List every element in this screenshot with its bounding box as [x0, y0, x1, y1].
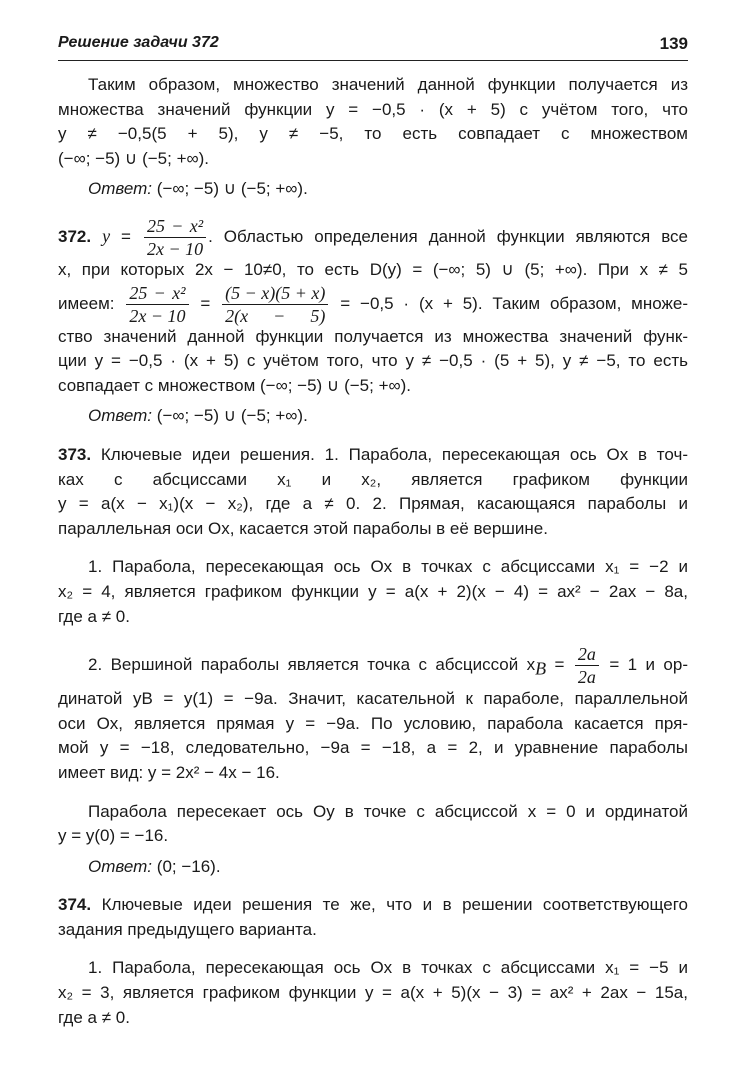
page-number: 139: [659, 34, 688, 53]
task-number: 372.: [58, 226, 92, 246]
text-line: x₂ = 3, является графиком функции y = a(x + 5)(x − 3) = ax² + 2ax − 15a,: [58, 983, 688, 1003]
text-line: задания предыдущего варианта.: [58, 919, 317, 939]
task-373: 373. Ключевые идеи решения. 1. Парабола, пересекающая ось Ox в точ- ках с абсциссами x₁ и x₂, является графиком функции y = a(x − x₁)(x − x₂), где a ≠ 0. 2. Прямая, касающаяся параболы и параллельная оси Ox, касается этой параболы в её вершине.: [58, 443, 688, 541]
text-line: (−∞; −5) ∪ (−5; +∞).: [58, 148, 210, 168]
page-body: [58, 73, 688, 1044]
text-line: имеет вид: y = 2x² − 4x − 16.: [58, 762, 280, 782]
text-line: x₂ = 4, является графиком функции y = a(x + 2)(x − 4) = ax² − 2ax − 8a,: [58, 581, 688, 601]
text-line: x, при которых 2x − 10≠0, то есть D(y) = (−∞; 5) ∪ (5; +∞). При x ≠ 5: [58, 259, 688, 279]
fraction: $\frac{2a}{2a}$: [575, 645, 599, 686]
text-line: где a ≠ 0.: [58, 1007, 130, 1027]
answer-value: (0; −16).: [156, 856, 221, 876]
header-rule: [58, 60, 688, 61]
text-line: . Областью определения данной функции являются все: [208, 226, 689, 246]
answer-value: (−∞; −5) ∪ (−5; +∞).: [156, 406, 308, 426]
text-line: y ≠ −0,5(5 + 5), y ≠ −5, то есть совпадает с множеством: [58, 124, 688, 144]
text-line: ции y = −0,5 · (x + 5) с учётом того, что y ≠ −0,5 · (5 + 5), y ≠ −5, то есть: [58, 351, 688, 371]
fraction: $\frac{(5 - x)(5 + x)}{2(x - 5)}$: [222, 284, 328, 325]
text-line: 1. Парабола, пересекающая ось Ox в точках с абсциссами x₁ = −5 и: [88, 958, 688, 978]
answer-value: (−∞; −5) ∪ (−5; +∞).: [156, 179, 308, 199]
task-374: 374. Ключевые идеи решения те же, что и в решении соответствующего задания предыдущего варианта.: [58, 893, 688, 942]
task-number: 374.: [58, 895, 92, 915]
text-line: совпадает с множеством (−∞; −5) ∪ (−5; +∞).: [58, 375, 411, 395]
answer-3: [58, 855, 688, 880]
running-title: Решение задачи 372: [58, 34, 219, 51]
answer-1: [58, 177, 688, 202]
text-line: ках с абсциссами x₁ и x₂, является графиком функции: [58, 469, 688, 489]
text-line: Таким образом, множество значений данной функции получается из: [88, 75, 688, 94]
step-1-374: [58, 956, 688, 1030]
answer-label: Ответ:: [88, 179, 153, 199]
task-372: 372. y = $\frac{\text{25 − x²}}{2x - 10}$ . Областью определения данной функции являются все x, при которых 2x − 10≠0, то есть D(y) = (−∞; 5) ∪ (5; +∞). При x ≠ 5 имеем: $\frac{\text{25 − x²}}{2x - 10}$ = $\frac{(5 - x)(5 + x)}{2(x - 5)}$ = −0,5 · (x + 5). Таким образом, множе- ство значений данной функции получается из множества значений функ- ции y = −0,5 · (x + 5) с учётом того, что y ≠ −0,5 · (5 + 5), y ≠ −5, то есть совпадает с множеством (−∞; −5) ∪ (−5; +∞).: [58, 216, 688, 398]
answer-2: [58, 404, 688, 429]
text-line: множества значений функции y = −0,5 · (x + 5) с учётом того, что: [58, 99, 688, 119]
step-1-373: [58, 555, 688, 629]
task-number: 373.: [58, 444, 92, 464]
fraction: $\frac{\text{25 − x²}}{2x - 10}$: [144, 217, 206, 258]
text-line: динатой yB = y(1) = −9a. Значит, касательной к параболе, параллельной: [58, 689, 688, 709]
text-line: параллельная оси Ox, касается этой параболы в её вершине.: [58, 518, 548, 538]
paragraph-conclusion: [58, 73, 688, 171]
text-line: оси Ox, является прямая y = −9a. По условию, парабола касается пря-: [58, 713, 688, 733]
text-line: y = a(x − x₁)(x − x₂), где a ≠ 0. 2. Прямая, касающаяся параболы и: [58, 494, 688, 514]
text-line: Парабола пересекает ось Oy в точке с абсциссой x = 0 и ординатой: [88, 801, 688, 821]
answer-label: Ответ:: [88, 406, 153, 426]
text-line: 1. Парабола, пересекающая ось Ox в точках с абсциссами x₁ = −2 и: [88, 557, 688, 577]
fraction: $\frac{\text{25 − x²}}{2x - 10}$: [126, 284, 188, 325]
answer-label: Ответ:: [88, 856, 153, 876]
text-line: ство значений данной функции получается из множества значений функ-: [58, 326, 688, 346]
text-line: мой y = −18, следовательно, −9a = −18, a = 2, и уравнение параболы: [58, 738, 688, 758]
text-line: где a ≠ 0.: [58, 606, 130, 626]
page-header: [58, 34, 688, 58]
text-line: y = y(0) = −16.: [58, 826, 169, 846]
paragraph-oy: [58, 800, 688, 849]
step-2-373: 2. Вершиной параболы является точка с абсциссой $x_B$ = $\frac{2a}{2a}$ = 1 и ор- динатой yB = y(1) = −9a. Значит, касательной к параболе, параллельной оси Ox, является прямая y = −9a. По условию, парабола касается пря- мой y = −18, следовательно, −9a = −18, a = 2, и уравнение параболы имеет вид: y = 2x² − 4x − 16.: [58, 643, 688, 785]
